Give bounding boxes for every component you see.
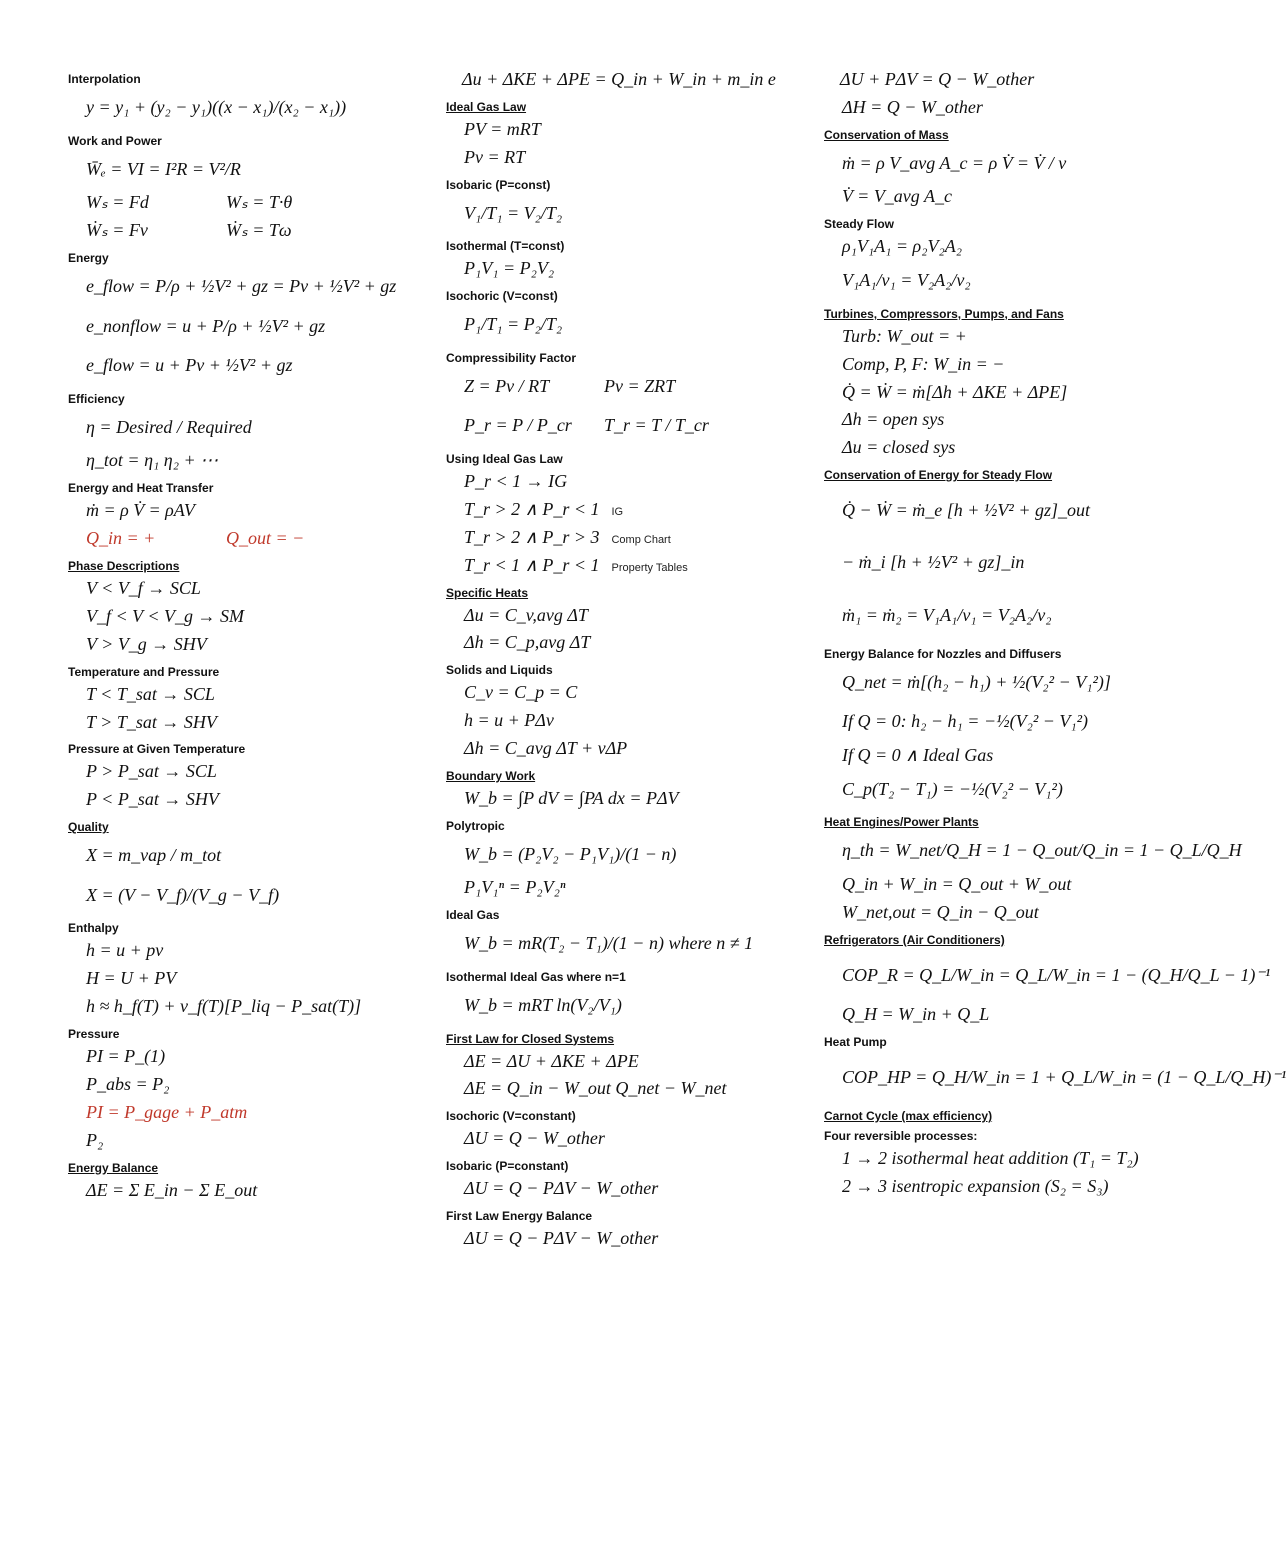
formula (68, 709, 420, 737)
formula-text: W̄ₑ = VI = I²R = V²/R (86, 158, 241, 179)
formula (68, 937, 420, 965)
formula: P_r = P / P_cr (464, 415, 572, 436)
formula-text: h = u + PΔv (464, 710, 554, 731)
section-heading: Boundary Work (446, 768, 536, 783)
formula (68, 447, 420, 475)
formula (68, 408, 420, 448)
formula-text: e_flow = P/ρ + ½V² + gz = Pv + ½V² + gz (86, 275, 397, 296)
formula (824, 434, 1200, 462)
formula (446, 524, 802, 552)
formula-text: X = (V − V_f)/(V_g − V_f) (86, 884, 280, 905)
section-heading: Refrigerators (Air Conditioners) (824, 932, 1005, 947)
formula (68, 836, 420, 876)
formula (446, 1048, 802, 1076)
section-heading: Heat Engines/Power Plants (824, 815, 979, 830)
section-heading: Carnot Cycle (max efficiency) (824, 1109, 993, 1124)
formula (824, 589, 1200, 641)
formula-text: W_b = (P₂V₂ − P₁V₁)/(1 − n) (464, 843, 677, 864)
formula-text: V̇ = V_avg A_c (842, 186, 952, 207)
formula-text: − ṁ_i [h + ½V² + gz]_in (842, 552, 1025, 573)
formula-text: ΔH = Q − W_other (842, 96, 983, 117)
formula (446, 468, 802, 496)
formula-text: P_r < 1 → IG (464, 470, 568, 491)
formula-text: P₂ (86, 1129, 104, 1150)
section-heading: Ideal Gas Law (446, 99, 527, 114)
formula-text: V₁/T₁ = V₂/T₂ (464, 202, 563, 223)
formula-text: C_p(T₂ − T₁) = −½(V₂² − V₁²) (842, 778, 1063, 799)
formula: Wₛ = T·θ (226, 192, 293, 213)
formula (824, 233, 1200, 261)
formula (824, 1051, 1286, 1103)
formula-text: ΔE = ΔU + ΔKE + ΔPE (464, 1050, 639, 1071)
section-heading: Interpolation (68, 72, 141, 86)
section-heading: Steady Flow (824, 217, 895, 232)
formula-text: P₁/T₁ = P₂/T₂ (464, 314, 563, 335)
formula-text: T_r > 2 ∧ P_r < 1 (464, 498, 600, 519)
formula: Q_in = + (86, 528, 156, 549)
formula-text: ΔE = Q_in − W_out Q_net − W_net (464, 1078, 727, 1099)
formula-text: Δu = C_v,avg ΔT (464, 604, 588, 625)
formula-text: X = m_vap / m_tot (86, 845, 222, 866)
column-right (824, 66, 1286, 1201)
formula (68, 758, 420, 786)
formula-text: ΔU = Q − PΔV − W_other (464, 1178, 659, 1199)
formula-text: ΔU = Q − PΔV − W_other (464, 1228, 659, 1249)
section-heading: Temperature and Pressure (68, 664, 220, 679)
formula-text: V < V_f → SCL (86, 578, 201, 599)
formula (68, 150, 420, 190)
formula-text: PV = mRT (464, 118, 541, 139)
formula-text: Q̇ − Ẇ = ṁ_e [h + ½V² + gz]_out (842, 500, 1090, 521)
section-heading: Compressibility Factor (446, 350, 577, 365)
formula (446, 629, 802, 657)
formula-text: P > P_sat → SCL (86, 761, 217, 782)
formula (68, 1177, 420, 1205)
formula-text: C_v = C_p = C (464, 682, 578, 703)
formula (446, 1175, 802, 1203)
formula-pair (446, 406, 802, 446)
section-heading: Energy and Heat Transfer (68, 481, 214, 496)
formula-text: Comp, P, F: W_in = − (842, 353, 1005, 374)
formula (68, 1043, 420, 1071)
formula (446, 874, 802, 902)
formula-text: Q_in + W_in = Q_out + W_out (842, 874, 1072, 895)
formula-text: η_tot = η₁ η₂ + ⋯ (86, 450, 219, 471)
formula (446, 924, 802, 964)
formula: Pv = ZRT (604, 375, 676, 396)
section-heading: Isobaric (P=const) (446, 177, 551, 192)
formula: Q_out = − (226, 528, 305, 549)
section-heading: Using Ideal Gas Law (446, 451, 563, 466)
formula (824, 1001, 1200, 1029)
formula-text: If Q = 0 ∧ Ideal Gas (842, 744, 994, 765)
formula (824, 702, 1200, 742)
formula (446, 116, 802, 144)
formula-text: Pv = RT (464, 146, 526, 167)
formula (68, 681, 420, 709)
formula (446, 1075, 802, 1103)
formula-text: h ≈ h_f(T) + v_f(T)[P_liq − P_sat(T)] (86, 996, 362, 1017)
formula-pair (68, 189, 420, 217)
formula-text: W_net,out = Q_in − Q_out (842, 901, 1039, 922)
formula (824, 831, 1242, 871)
section-heading: Heat Pump (824, 1034, 887, 1049)
formula (824, 770, 1200, 810)
formula-text: T < T_sat → SCL (86, 683, 215, 704)
formula (446, 496, 802, 524)
formula-text: COP_R = Q_L/W_in = Q_L/W_in = 1 − (Q_H/Q_L − 1)⁻¹ (842, 964, 1271, 985)
formula (446, 144, 802, 172)
formula: Ẇₛ = Fv (86, 220, 148, 241)
formula-text: T_r > 2 ∧ P_r > 3 (464, 526, 600, 547)
formula (824, 94, 1200, 122)
formula (446, 602, 802, 630)
formula-pair (68, 217, 420, 245)
formula (446, 1225, 802, 1253)
column-left (68, 66, 420, 1205)
section-heading: Work and Power (68, 133, 162, 148)
formula-text: Q_net = ṁ[(h₂ − h₁) + ½(V₂² − V₁²)] (842, 671, 1111, 692)
formula-text: e_nonflow = u + P/ρ + ½V² + gz (86, 315, 326, 336)
formula (68, 603, 420, 631)
formula (824, 663, 1200, 703)
section-heading: Isobaric (P=constant) (446, 1159, 569, 1174)
section-heading: Conservation of Energy for Steady Flow (824, 468, 1053, 483)
formula-text: P_abs = P₂ (86, 1074, 170, 1094)
formula-text: e_flow = u + Pv + ½V² + gz (86, 355, 293, 376)
formula (68, 786, 420, 814)
formula-note: IG (611, 505, 624, 518)
formula (446, 305, 802, 345)
formula-text: 1 → 2 isothermal heat addition (T₁ = T₂) (842, 1148, 1139, 1169)
section-heading: Ideal Gas (446, 908, 500, 923)
formula (446, 66, 802, 94)
section-heading: Isochoric (V=const) (446, 289, 558, 304)
formula-text: 2 → 3 isentropic expansion (S₂ = S₃) (842, 1175, 1109, 1196)
section-heading: Isochoric (V=constant) (446, 1109, 576, 1124)
formula (824, 484, 1200, 536)
section-heading: Pressure (68, 1027, 120, 1042)
formula-text: W_b = ∫P dV = ∫PA dx = PΔV (464, 787, 679, 808)
formula-text: η = Desired / Required (86, 416, 252, 437)
formula (68, 575, 420, 603)
formula-text: V₁A₁/v₁ = V₂A₂/v₂ (842, 270, 971, 291)
section-heading: Phase Descriptions (68, 559, 180, 574)
formula-text: ρ₁V₁A₁ = ρ₂V₂A₂ (842, 236, 962, 257)
section-heading: First Law Energy Balance (446, 1209, 593, 1224)
formula (824, 351, 1200, 379)
section-heading: Energy (68, 250, 109, 265)
formula (68, 993, 420, 1021)
formula-text: V > V_g → SHV (86, 633, 207, 654)
formula-text: Δh = C_p,avg ΔT (464, 632, 591, 653)
formula-text: PI = P_gage + P_atm (86, 1101, 248, 1122)
formula-note: Property Tables (611, 561, 688, 574)
formula-text: If Q = 0: h₂ − h₁ = −½(V₂² − V₁²) (842, 711, 1089, 732)
formula (68, 1071, 420, 1099)
formula-note: Comp Chart (611, 533, 671, 546)
section-heading: Polytropic (446, 818, 505, 833)
formula-text: W_b = mRT ln(V₂/V₁) (464, 994, 622, 1015)
formula (824, 406, 1200, 434)
section-heading: Energy Balance for Nozzles and Diffusers (824, 646, 1062, 661)
formula (824, 261, 1200, 301)
formula (824, 323, 1200, 351)
formula (824, 144, 1200, 184)
section-heading: Turbines, Compressors, Pumps, and Fans (824, 306, 1064, 321)
section-heading: Pressure at Given Temperature (68, 742, 246, 757)
formula: T_r = T / T_cr (604, 415, 709, 436)
formula (446, 785, 802, 813)
formula (824, 183, 1200, 211)
formula-text: ΔU = Q − W_other (464, 1128, 605, 1149)
formula-text: P₁V₁ = P₂V₂ (464, 258, 555, 279)
formula (68, 267, 420, 307)
formula-text: ṁ₁ = ṁ₂ = V₁A₁/v₁ = V₂A₂/v₂ (842, 604, 1052, 625)
column-middle (446, 66, 802, 1253)
formula (824, 871, 1200, 899)
formula-text: Δu + ΔKE + ΔPE = Q_in + W_in + m_in e (462, 69, 776, 89)
section-heading: Conservation of Mass (824, 127, 949, 142)
formula-text: PI = P_(1) (86, 1046, 166, 1067)
formula-text: Δu = closed sys (842, 437, 956, 458)
formula (68, 631, 420, 659)
formula-text: ṁ = ρ V̇ = ρAV (86, 500, 195, 521)
formula (824, 899, 1200, 927)
formula (446, 255, 802, 283)
formula (824, 742, 1200, 770)
formula (824, 1173, 1200, 1201)
formula-text: h = u + pv (86, 940, 164, 961)
formula (824, 1145, 1200, 1173)
formula (446, 552, 802, 580)
formula (68, 876, 420, 916)
section-heading: Solids and Liquids (446, 663, 553, 678)
formula-text: T > T_sat → SHV (86, 711, 217, 732)
formula (68, 965, 420, 993)
formula (68, 307, 420, 347)
formula-text: ΔU + PΔV = Q − W_other (840, 69, 1035, 89)
formula (68, 1099, 420, 1127)
formula (446, 835, 802, 875)
formula (824, 536, 1200, 588)
formula-text: P < P_sat → SHV (86, 789, 219, 810)
formula-pair (68, 525, 420, 553)
section-heading: First Law for Closed Systems (446, 1031, 615, 1046)
formula-text: H = U + PV (86, 968, 177, 989)
formula (824, 66, 1200, 94)
formula (68, 346, 420, 386)
formula-text: T_r < 1 ∧ P_r < 1 (464, 554, 600, 575)
formula-text: Turb: W_out = + (842, 325, 967, 346)
formula (446, 986, 802, 1026)
formula (446, 707, 802, 735)
formula-pair (446, 367, 802, 407)
formula (446, 735, 802, 763)
formula (68, 88, 420, 128)
formula: Wₛ = Fd (86, 192, 149, 213)
formula-text: Δh = C_avg ΔT + vΔP (464, 738, 628, 759)
section-heading: Enthalpy (68, 921, 119, 936)
section-heading: Quality (68, 820, 109, 835)
formula-text: COP_HP = Q_H/W_in = 1 + Q_L/W_in = (1 − Q_L/Q_H)⁻¹ (842, 1066, 1286, 1087)
formula: Ẇₛ = Tω (226, 220, 292, 241)
section-heading: Specific Heats (446, 585, 529, 600)
section-heading: Efficiency (68, 391, 125, 406)
formula-text: P₁V₁ⁿ = P₂V₂ⁿ (464, 877, 566, 898)
formula-text: Δh = open sys (842, 409, 945, 430)
formula (824, 949, 1271, 1001)
formula (446, 194, 802, 234)
formula (446, 1125, 802, 1153)
formula-text: Q̇ = Ẇ = ṁ[Δh + ΔKE + ΔPE] (842, 381, 1068, 402)
formula-text: V_f < V < V_g → SM (86, 605, 244, 626)
formula (68, 1127, 420, 1155)
formula-text: Q_H = W_in + Q_L (842, 1004, 990, 1024)
formula-text: ṁ = ρ V_avg A_c = ρ V̇ = V̇ / v (842, 152, 1067, 173)
formula (824, 379, 1200, 407)
section-heading: Isothermal Ideal Gas where n=1 (446, 969, 626, 984)
formula-text: η_th = W_net/Q_H = 1 − Q_out/Q_in = 1 − Q_L/Q_H (842, 840, 1242, 861)
section-heading: Four reversible processes: (824, 1129, 978, 1144)
formula (68, 497, 420, 525)
section-heading: Isothermal (T=const) (446, 239, 565, 254)
formula: Z = Pv / RT (464, 375, 550, 396)
formula-text: y = y₁ + (y₂ − y₁)((x − x₁)/(x₂ − x₁)) (86, 97, 347, 117)
formula (446, 679, 802, 707)
section-heading: Energy Balance (68, 1160, 159, 1175)
formula-text: ΔE = Σ E_in − Σ E_out (86, 1179, 258, 1200)
formula-text: W_b = mR(T₂ − T₁)/(1 − n) where n ≠ 1 (464, 933, 754, 954)
